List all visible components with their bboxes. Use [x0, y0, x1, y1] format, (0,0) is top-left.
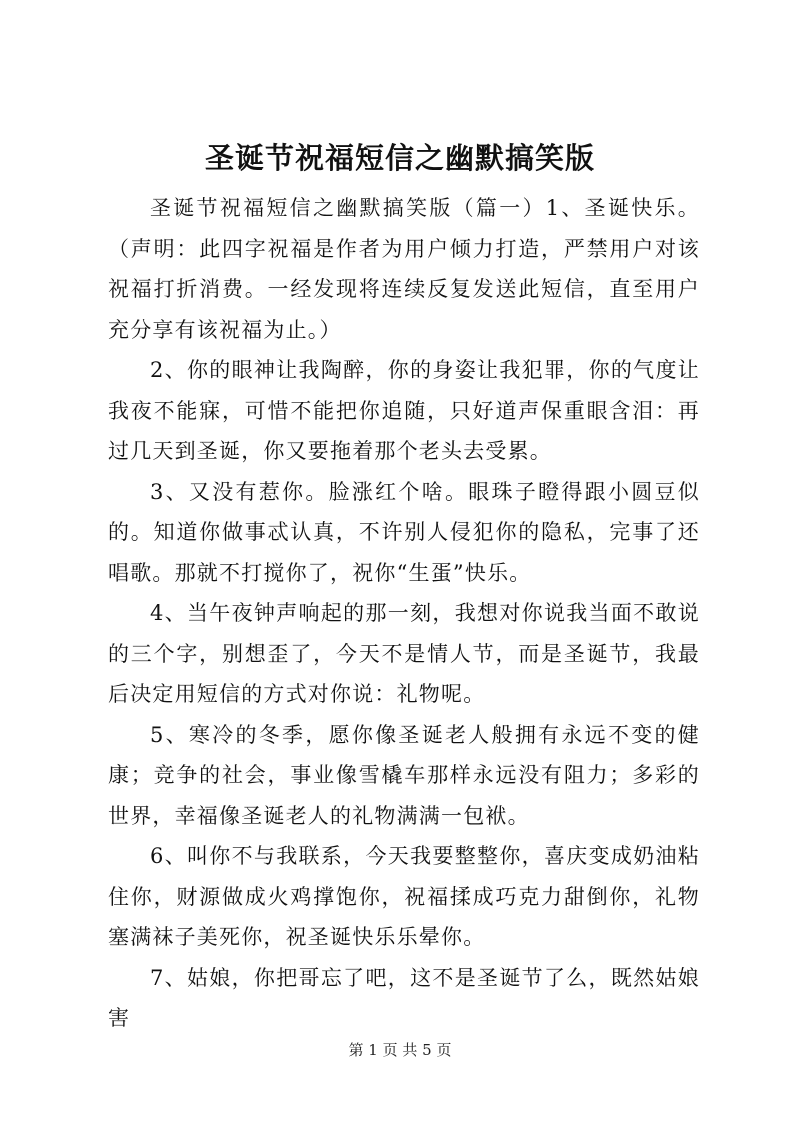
- document-body: [108, 188, 700, 1039]
- paragraph-1: 圣诞节祝福短信之幽默搞笑版（篇一）1、圣诞快乐。（声明：此四字祝福是作者为用户倾力打造，严禁用户对该祝福打折消费。一经发现将连续反复发送此短信，直至用户充分享有该祝福为止。）: [108, 196, 700, 342]
- paragraph-3: 3、又没有惹你。脸涨红个啥。眼珠子瞪得跟小圆豆似的。知道你做事忒认真，不许别人侵犯你的隐私，完事了还唱歌。那就不打搅你了，祝你“生蛋”快乐。: [108, 479, 700, 585]
- paragraph-2: 2、你的眼神让我陶醉，你的身姿让我犯罪，你的气度让我夜不能寐，可惜不能把你追随，只好道声保重眼含泪：再过几天到圣诞，你又要拖着那个老头去受累。: [108, 358, 700, 463]
- page-number-footer: 第 1 页 共 5 页: [348, 1041, 452, 1059]
- paragraph-7: 7、姑娘，你把哥忘了吧，这不是圣诞节了么，既然姑娘害: [108, 965, 700, 1030]
- document-title: 圣诞节祝福短信之幽默搞笑版: [204, 141, 595, 175]
- paragraph-5: 5、寒冷的冬季，愿你像圣诞老人般拥有永远不变的健康；竞争的社会，事业像雪橇车那样永远没有阻力；多彩的世界，幸福像圣诞老人的礼物满满一包袱。: [108, 722, 700, 828]
- paragraph-6: 6、叫你不与我联系，今天我要整整你，喜庆变成奶油粘住你，财源做成火鸡撑饱你，祝福揉成巧克力甜倒你，礼物塞满袜子美死你，祝圣诞快乐乐晕你。: [108, 844, 700, 949]
- paragraph-4: 4、当午夜钟声响起的那一刻，我想对你说我当面不敢说的三个字，别想歪了，今天不是情人节，而是圣诞节，我最后决定用短信的方式对你说：礼物呢。: [108, 601, 700, 706]
